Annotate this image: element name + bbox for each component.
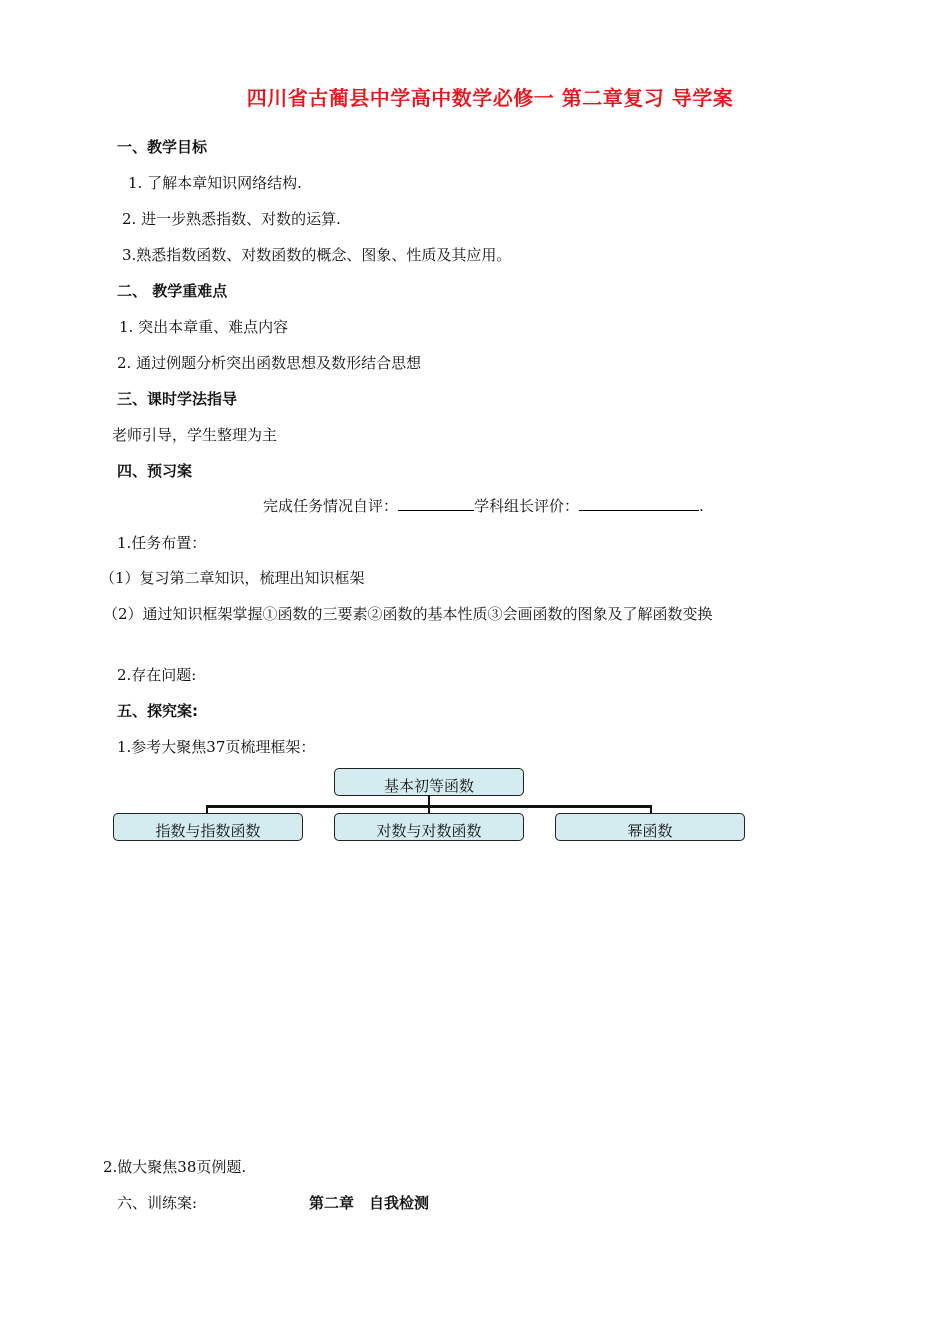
- section-3-text: 老师引导，学生整理为主: [112, 426, 278, 444]
- diagram-connector-left: [206, 805, 208, 813]
- section-2-item-1: 1. 突出本章重、难点内容: [119, 318, 289, 336]
- self-eval-label: 完成任务情况自评：: [263, 497, 399, 515]
- task-2: （2）通过知识框架掌握①函数的三要素②函数的基本性质③会画函数的图象及了解函数变换: [103, 605, 713, 623]
- section-5-heading: 五、探究案:: [117, 702, 198, 720]
- section-1-item-1: 1. 了解本章知识网络结构.: [128, 174, 302, 192]
- page-title: 四川省古蔺县中学高中数学必修一 第二章复习 导学案: [246, 86, 734, 110]
- section-3-heading: 三、课时学法指导: [117, 390, 238, 408]
- section-1-item-2: 2. 进一步熟悉指数、对数的运算.: [122, 210, 341, 228]
- section-5-item-2: 2.做大聚焦38页例题.: [103, 1158, 247, 1176]
- leader-eval-label: 学科组长评价：: [474, 497, 580, 515]
- diagram-root-box: 基本初等函数: [334, 768, 524, 796]
- diagram-connector-right: [650, 805, 652, 813]
- self-eval-blank[interactable]: [398, 496, 474, 511]
- task-title: 1.任务布置：: [117, 534, 207, 552]
- section-4-heading: 四、预习案: [117, 462, 193, 480]
- section-1-item-3: 3.熟悉指数函数、对数函数的概念、图象、性质及其应用。: [122, 246, 512, 264]
- evaluation-line: [263, 495, 704, 516]
- diagram-child-box-exponential: 指数与指数函数: [113, 813, 303, 841]
- issue-label: 2.存在问题:: [117, 666, 197, 684]
- diagram-child-box-logarithmic: 对数与对数函数: [334, 813, 524, 841]
- diagram-child-box-power: 幂函数: [555, 813, 745, 841]
- section-5-item-1: 1.参考大聚焦37页梳理框架：: [117, 738, 316, 756]
- task-1: （1）复习第二章知识，梳理出知识框架: [100, 569, 365, 587]
- diagram-connector-middle: [428, 805, 430, 813]
- leader-eval-blank[interactable]: [579, 496, 699, 511]
- section-1-heading: 一、教学目标: [117, 138, 208, 156]
- section-6-label: 六、训练案:: [117, 1194, 198, 1212]
- eval-end: .: [699, 497, 704, 515]
- section-2-heading: 二、 教学重难点: [117, 282, 228, 300]
- section-2-item-2: 2. 通过例题分析突出函数思想及数形结合思想: [117, 354, 422, 372]
- section-6-subtitle: 第二章 自我检测: [309, 1194, 430, 1212]
